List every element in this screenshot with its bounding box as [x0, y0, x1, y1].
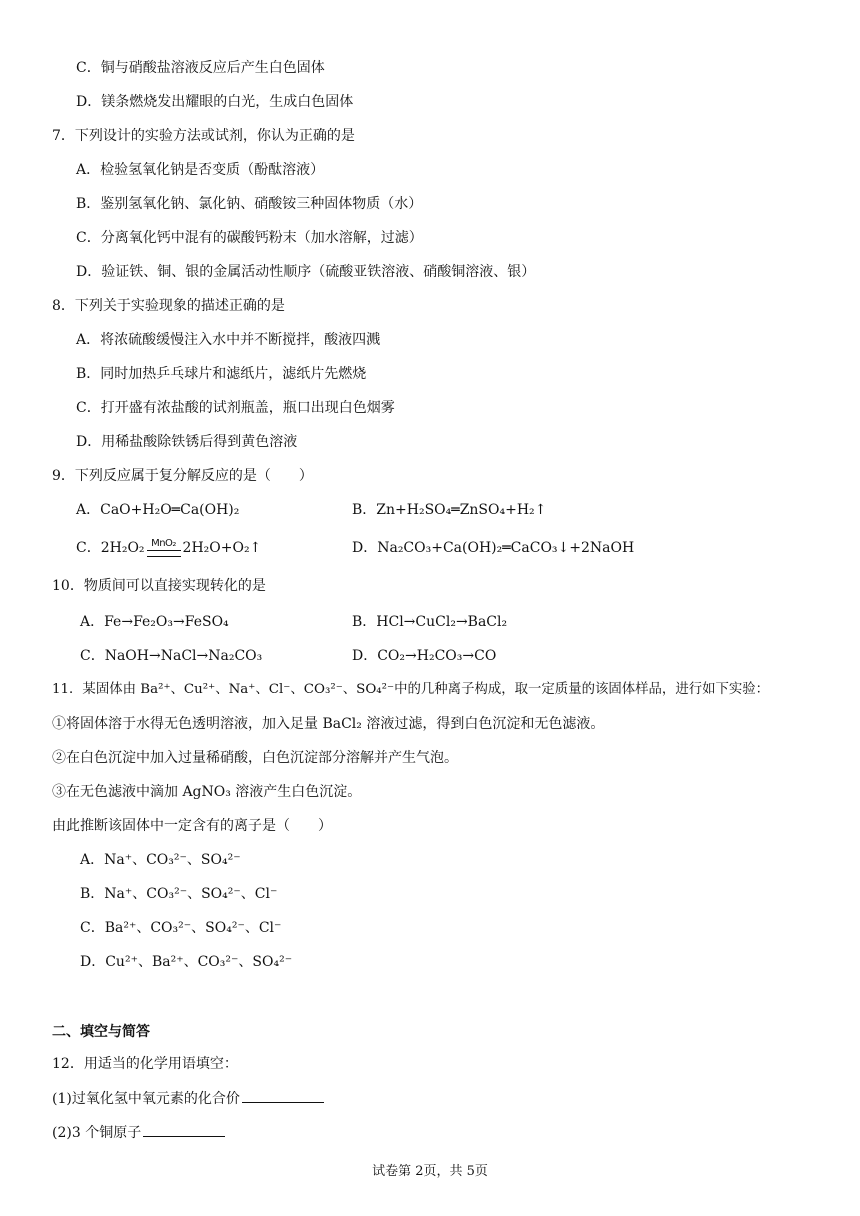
q7-option-a: A．检验氢氧化钠是否变质（酚酞溶液） — [76, 162, 325, 178]
q8-option-a: A．将浓硫酸缓慢注入水中并不断搅拌，酸液四溅 — [76, 332, 381, 348]
q11-question: 由此推断该固体中一定含有的离子是（ ） — [52, 818, 332, 834]
q11-option-c: C．Ba²⁺、CO₃²⁻、SO₄²⁻、Cl⁻ — [80, 920, 282, 936]
q9-option-a: A．CaO+H₂O═Ca(OH)₂ — [76, 502, 240, 518]
catalyst-label: MnO₂ — [151, 538, 176, 549]
q7-option-c: C．分离氧化钙中混有的碳酸钙粉末（加水溶解，过滤） — [76, 230, 423, 246]
q12-item-2 — [52, 1122, 225, 1143]
q9-stem: 9．下列反应属于复分解反应的是（ ） — [52, 468, 313, 484]
q9-option-b: B．Zn+H₂SO₄═ZnSO₄+H₂↑ — [352, 502, 547, 518]
q10-option-c: C．NaOH→NaCl→Na₂CO₃ — [80, 648, 263, 664]
q11-option-d: D．Cu²⁺、Ba²⁺、CO₃²⁻、SO₄²⁻ — [80, 954, 293, 970]
q12-item-1 — [52, 1088, 324, 1109]
q10-option-b: B．HCl→CuCl₂→BaCl₂ — [352, 614, 508, 630]
q8-option-d: D．用稀盐酸除铁锈后得到黄色溶液 — [76, 434, 298, 450]
q6-option-d: D．镁条燃烧发出耀眼的白光，生成白色固体 — [76, 94, 354, 110]
answer-blank[interactable] — [242, 1088, 324, 1103]
q12-item-2-text: (2)3 个铜原子 — [52, 1125, 142, 1141]
q7-option-d: D．验证铁、铜、银的金属活动性顺序（硫酸亚铁溶液、硝酸铜溶液、银） — [76, 264, 536, 280]
q8-option-b: B．同时加热乒乓球片和滤纸片，滤纸片先燃烧 — [76, 366, 367, 382]
equals-sign — [147, 550, 181, 557]
q7-stem: 7．下列设计的实验方法或试剂，你认为正确的是 — [52, 128, 355, 144]
q11-option-b: B．Na⁺、CO₃²⁻、SO₄²⁻、Cl⁻ — [80, 886, 278, 902]
q10-stem: 10．物质间可以直接实现转化的是 — [52, 578, 266, 594]
q11-stem: 11．某固体由 Ba²⁺、Cu²⁺、Na⁺、Cl⁻、CO₃²⁻、SO₄²⁻中的几种离子构成，取一定质量的该固体样品，进行如下实验： — [52, 682, 770, 697]
q10-option-d: D．CO₂→H₂CO₃→CO — [352, 648, 497, 664]
q8-option-c: C．打开盛有浓盐酸的试剂瓶盖，瓶口出现白色烟雾 — [76, 400, 395, 416]
q6-option-c: C．铜与硝酸盐溶液反应后产生白色固体 — [76, 60, 325, 76]
q9-option-c-reactant: C．2H₂O₂ — [76, 540, 145, 556]
answer-blank[interactable] — [143, 1122, 225, 1137]
q7-option-b: B．鉴别氢氧化钠、氯化钠、硝酸铵三种固体物质（水） — [76, 196, 423, 212]
catalyst-reaction-sign — [147, 538, 181, 558]
q12-stem: 12．用适当的化学用语填空： — [52, 1056, 238, 1072]
q11-step-3: ③在无色滤液中滴加 AgNO₃ 溶液产生白色沉淀。 — [52, 784, 362, 800]
q12-item-1-text: (1)过氧化氢中氧元素的化合价 — [52, 1091, 240, 1107]
q10-option-a: A．Fe→Fe₂O₃→FeSO₄ — [80, 614, 229, 630]
q9-option-c-product: 2H₂O+O₂↑ — [182, 540, 262, 556]
page-footer: 试卷第 2页，共 5页 — [372, 1164, 488, 1179]
q9-option-c — [76, 538, 261, 558]
q11-step-2: ②在白色沉淀中加入过量稀硝酸，白色沉淀部分溶解并产生气泡。 — [52, 750, 458, 766]
q8-stem: 8．下列关于实验现象的描述正确的是 — [52, 298, 285, 314]
q11-option-a: A．Na⁺、CO₃²⁻、SO₄²⁻ — [80, 852, 241, 868]
q11-step-1: ①将固体溶于水得无色透明溶液，加入足量 BaCl₂ 溶液过滤，得到白色沉淀和无色滤液。 — [52, 716, 605, 732]
section-heading: 二、填空与简答 — [52, 1024, 150, 1040]
q9-option-d: D．Na₂CO₃+Ca(OH)₂═CaCO₃↓+2NaOH — [352, 540, 635, 556]
